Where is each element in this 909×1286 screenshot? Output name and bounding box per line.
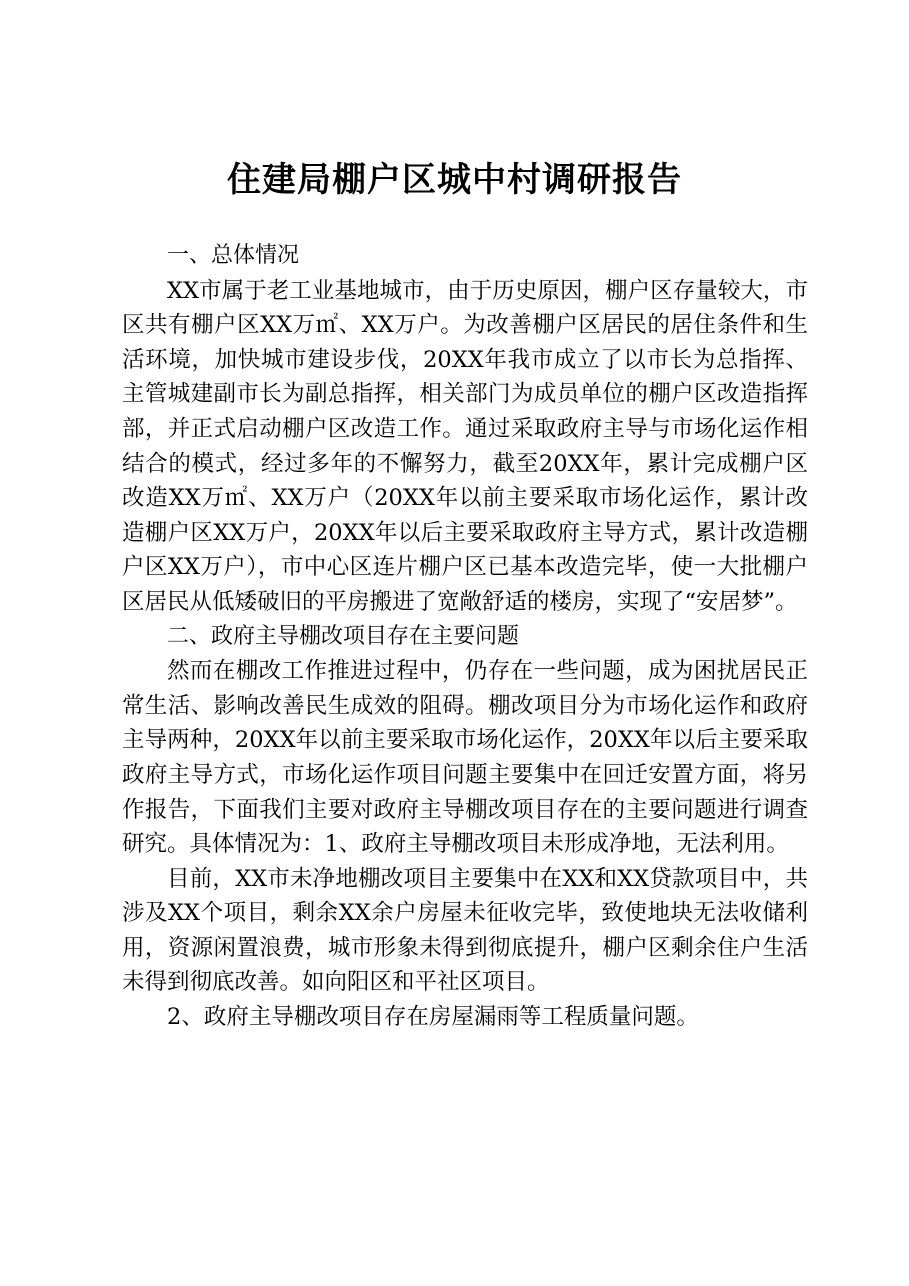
document-body [122,239,808,1035]
overview-paragraph: XX市属于老工业基地城市，由于历史原因，棚户区存量较大，市区共有棚户区XX万㎡、XX万户。为改善棚户区居民的居住条件和生活环境，加快城市建设步伐，20XX年我市成立了以市长为总指挥、主管城建副市长为副总指挥，相关部门为成员单位的棚户区改造指挥部，并正式启动棚户区改造工作。通过采取政府主导与市场化运作相结合的模式，经过多年的不懈努力，截至20XX年，累计完成棚户区改造XX万㎡、XX万户（20XX年以前主要采取市场化运作，累计改造棚户区XX万户，20XX年以后主要采取政府主导方式，累计改造棚户区XX万户），市中心区连片棚户区已基本改造完毕，使一大批棚户区居民从低矮破旧的平房搬进了宽敞舒适的楼房，实现了“安居梦”。 [122,277,808,615]
problems-item-2-paragraph: 2、政府主导棚改项目存在房屋漏雨等工程质量问题。 [167,1004,699,1031]
problems-detail-paragraph: 目前，XX市未净地棚改项目主要集中在XX和XX贷款项目中，共涉及XX个项目，剩余XX余户房屋未征收完毕，致使地块无法收储利用，资源闲置浪费，城市形象未得到彻底提升，棚户区剩余住户生活未得到彻底改善。如向阳区和平社区项目。 [122,865,808,996]
section-heading-problems: 二、政府主导棚改项目存在主要问题 [167,623,520,649]
section-heading-overview: 一、总体情况 [167,243,300,268]
document-title: 住建局棚户区城中村调研报告 [227,160,682,200]
problems-intro-paragraph: 然而在棚改工作推进过程中，仍存在一些问题，成为困扰居民正常生活、影响改善民生成效的阻碍。棚改项目分为市场化运作和政府主导两种，20XX年以前主要采取市场化运作，20XX年以后主要采取政府主导方式，市场化运作项目问题主要集中在回迁安置方面，将另作报告，下面我们主要对政府主导棚改项目存在的主要问题进行调查研究。具体情况为：1、政府主导棚改项目未形成净地，无法利用。 [122,658,808,858]
